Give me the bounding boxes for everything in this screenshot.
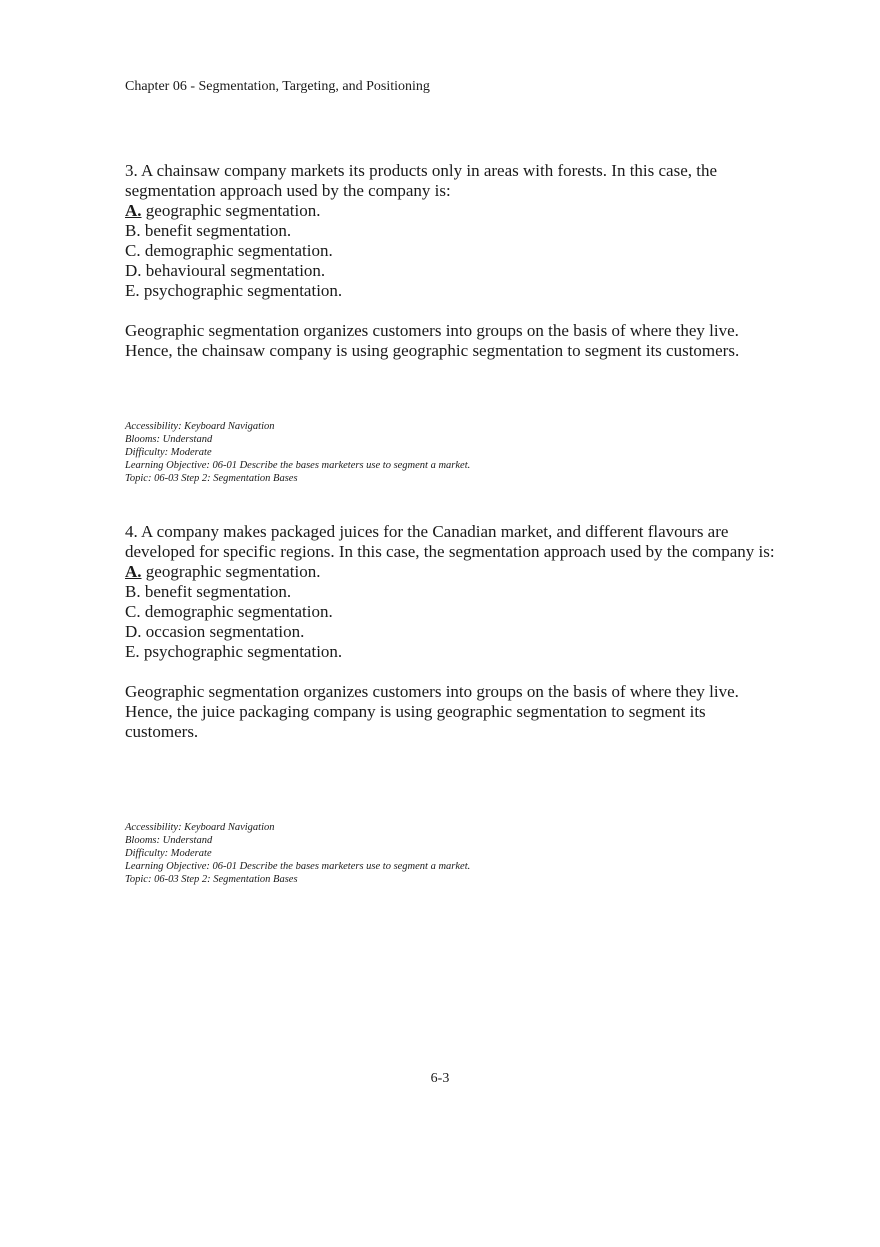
option-letter: C. bbox=[125, 241, 141, 260]
option-text: behavioural segmentation. bbox=[141, 261, 326, 280]
meta-blooms: Blooms: Understand bbox=[125, 434, 213, 445]
meta-accessibility: Accessibility: Keyboard Navigation bbox=[125, 421, 275, 432]
answer-options bbox=[125, 201, 775, 301]
answer-option-b bbox=[125, 582, 775, 602]
option-letter: B. bbox=[125, 582, 141, 601]
answer-option-e bbox=[125, 642, 775, 662]
option-letter: D. bbox=[125, 622, 142, 641]
option-letter: E. bbox=[125, 642, 140, 661]
question-metadata bbox=[125, 821, 470, 886]
answer-option-c bbox=[125, 241, 775, 261]
option-text: psychographic segmentation. bbox=[139, 281, 343, 300]
option-text: geographic segmentation. bbox=[141, 201, 321, 220]
page-number: 6-3 bbox=[430, 1071, 450, 1086]
meta-topic: Topic: 06-03 Step 2: Segmentation Bases bbox=[125, 874, 298, 885]
option-letter: C. bbox=[125, 602, 141, 621]
meta-accessibility: Accessibility: Keyboard Navigation bbox=[125, 822, 275, 833]
page-header: Chapter 06 - Segmentation, Targeting, and Positioning bbox=[125, 79, 430, 94]
answer-option-a bbox=[125, 562, 775, 582]
option-text: benefit segmentation. bbox=[140, 221, 292, 240]
question-block bbox=[125, 522, 775, 742]
meta-difficulty: Difficulty: Moderate bbox=[125, 848, 212, 859]
option-text: benefit segmentation. bbox=[140, 582, 292, 601]
option-text: demographic segmentation. bbox=[140, 602, 333, 621]
meta-difficulty: Difficulty: Moderate bbox=[125, 447, 212, 458]
question-metadata bbox=[125, 420, 470, 485]
correct-answer-letter: A. bbox=[125, 201, 142, 220]
meta-topic: Topic: 06-03 Step 2: Segmentation Bases bbox=[125, 473, 298, 484]
option-text: occasion segmentation. bbox=[141, 622, 305, 641]
answer-option-d bbox=[125, 622, 775, 642]
option-letter: D. bbox=[125, 261, 142, 280]
answer-options bbox=[125, 562, 775, 662]
answer-option-e bbox=[125, 281, 775, 301]
question-block bbox=[125, 161, 775, 361]
option-text: geographic segmentation. bbox=[141, 562, 321, 581]
meta-learning-objective: Learning Objective: 06-01 Describe the bases marketers use to segment a market. bbox=[125, 861, 471, 872]
answer-explanation: Geographic segmentation organizes customers into groups on the basis of where they live. Hence, the juice packaging company is using geographic segmentation to segment its customers. bbox=[125, 682, 739, 741]
option-letter: B. bbox=[125, 221, 141, 240]
meta-learning-objective: Learning Objective: 06-01 Describe the bases marketers use to segment a market. bbox=[125, 460, 471, 471]
answer-option-d bbox=[125, 261, 775, 281]
option-letter: E. bbox=[125, 281, 140, 300]
answer-option-a bbox=[125, 201, 775, 221]
answer-option-b bbox=[125, 221, 775, 241]
question-stem: 4. A company makes packaged juices for the Canadian market, and different flavours are developed for specific regions. In this case, the segmentation approach used by the company is: bbox=[125, 522, 775, 561]
option-text: demographic segmentation. bbox=[140, 241, 333, 260]
option-text: psychographic segmentation. bbox=[139, 642, 343, 661]
answer-explanation: Geographic segmentation organizes customers into groups on the basis of where they live. Hence, the chainsaw company is using geographic segmentation to segment its customers. bbox=[125, 321, 740, 360]
meta-blooms: Blooms: Understand bbox=[125, 835, 213, 846]
question-stem: 3. A chainsaw company markets its products only in areas with forests. In this case, the segmentation approach used by the company is: bbox=[125, 161, 718, 200]
correct-answer-letter: A. bbox=[125, 562, 142, 581]
answer-option-c bbox=[125, 602, 775, 622]
